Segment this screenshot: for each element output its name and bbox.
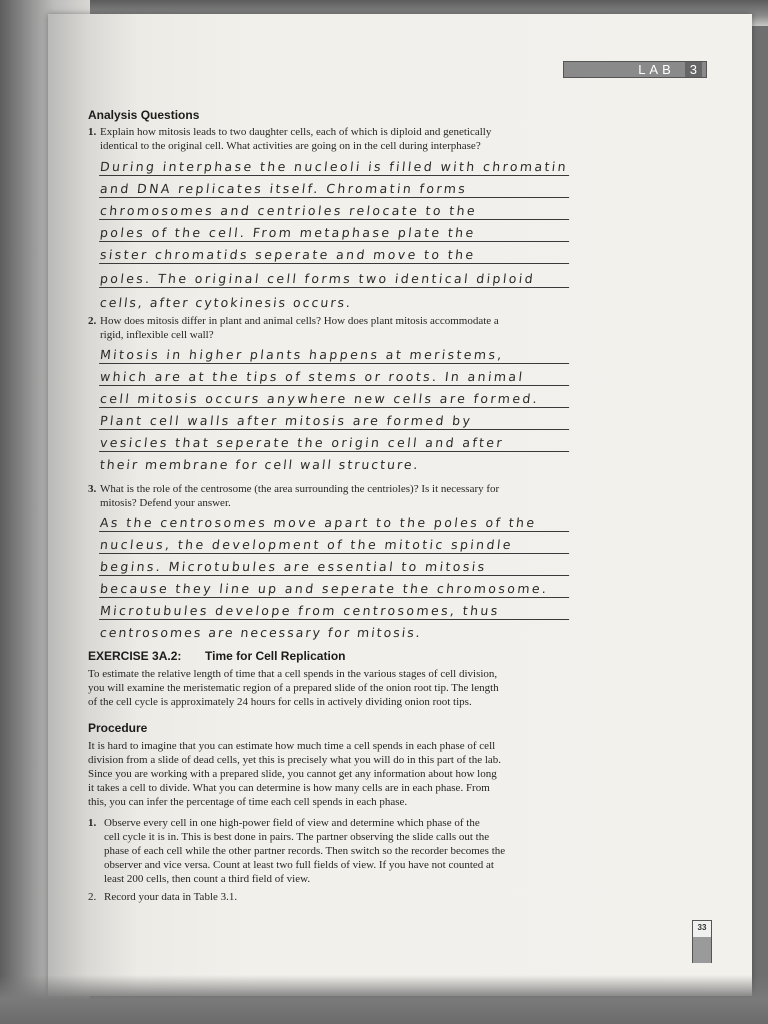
analysis-heading: Analysis Questions	[88, 108, 200, 122]
procedure-heading: Procedure	[88, 721, 148, 735]
step-1-line: observer and vice versa. Count at least two full fields of view. If you have not counted at	[104, 859, 494, 871]
q2-prompt-line-2: rigid, inflexible cell wall?	[100, 329, 214, 341]
scanner-bottom-edge	[0, 975, 768, 1024]
procedure-paragraph-line: it takes a cell to divide. What you can determine is how many cells are in each phase. From	[88, 782, 490, 794]
q1-answer-line[interactable]: cells, after cytokinesis occurs.	[99, 295, 353, 310]
lab-tag-label: LAB	[638, 62, 675, 77]
q2-answer-line[interactable]: Mitosis in higher plants happens at meristems,	[99, 346, 571, 364]
exercise-title: Time for Cell Replication	[205, 649, 346, 663]
exercise-intro-line: To estimate the relative length of time that a cell spends in the various stages of cell division,	[88, 668, 498, 680]
q2-answer-line[interactable]: Plant cell walls after mitosis are formed by	[99, 412, 571, 430]
q3-prompt-line-2: mitosis? Defend your answer.	[100, 497, 231, 509]
q2-answer-line[interactable]: their membrane for cell wall structure.	[99, 457, 421, 472]
procedure-paragraph-line: Since you are working with a prepared slide, you cannot get any information about how long	[88, 768, 497, 780]
q2-number: 2.	[88, 315, 97, 327]
q3-answer-line[interactable]: centrosomes are necessary for mitosis.	[99, 625, 423, 640]
q3-answer-line[interactable]: Microtubules develope from centrosomes, thus	[99, 602, 571, 620]
page-number-box	[692, 920, 712, 963]
q3-prompt-line-1: What is the role of the centrosome (the area surrounding the centrioles)? Is it necessary for	[100, 483, 500, 495]
q1-answer-line[interactable]: During interphase the nucleoli is filled with chromatin	[99, 158, 571, 176]
step-1-line: Observe every cell in one high-power field of view and determine which phase of the	[104, 817, 480, 829]
q3-answer-line[interactable]: As the centrosomes move apart to the poles of the	[99, 514, 571, 532]
procedure-paragraph-line: this, you can infer the percentage of time each cell spends in each phase.	[88, 796, 408, 808]
q1-answer-line[interactable]: poles. The original cell forms two identical diploid	[99, 270, 571, 288]
q2-answer-line[interactable]: cell mitosis occurs anywhere new cells are formed.	[99, 390, 571, 408]
step-2-line: Record your data in Table 3.1.	[104, 891, 238, 903]
exercise-intro-line: of the cell cycle is approximately 24 hours for cells in actively dividing onion root tips.	[88, 696, 472, 708]
lab-tag-number: 3	[685, 62, 702, 77]
lab-tag	[563, 61, 707, 78]
q1-answer-line[interactable]: poles of the cell. From metaphase plate the	[99, 224, 571, 242]
q2-answer-line[interactable]: which are at the tips of stems or roots. In animal	[99, 368, 571, 386]
q1-answer-line[interactable]: sister chromatids seperate and move to the	[99, 246, 571, 264]
step-1-line: phase of each cell while the other partner records. Then switch so the recorder becomes the	[104, 845, 506, 857]
q1-prompt-line-1: Explain how mitosis leads to two daughter cells, each of which is diploid and genetically	[100, 126, 492, 138]
step-1-line: least 200 cells, then count a third field of view.	[104, 873, 311, 885]
exercise-intro-line: you will examine the meristematic region of a prepared slide of the onion root tip. The length	[88, 682, 499, 694]
exercise-label: EXERCISE 3A.2:	[88, 649, 182, 663]
q1-prompt-line-2: identical to the original cell. What activities are going on in the cell during interphase?	[100, 140, 481, 152]
q3-number: 3.	[88, 483, 97, 495]
q1-number: 1.	[88, 126, 97, 138]
page-number: 33	[697, 923, 707, 932]
q3-answer-line[interactable]: nucleus, the development of the mitotic spindle	[99, 536, 571, 554]
step-1-line: cell cycle it is in. This is best done in pairs. The partner observing the slide calls out the	[104, 831, 490, 843]
procedure-paragraph-line: division from a slide of dead cells, yet this is precisely what you will do in this part of the lab.	[88, 754, 502, 766]
q2-answer-line[interactable]: vesicles that seperate the origin cell and after	[99, 434, 571, 452]
q3-answer-line[interactable]: begins. Microtubules are essential to mitosis	[99, 558, 571, 576]
q3-answer-line[interactable]: because they line up and seperate the chromosome.	[99, 580, 571, 598]
step-1-number: 1.	[88, 817, 97, 829]
q2-prompt-line-1: How does mitosis differ in plant and animal cells? How does plant mitosis accommodate a	[100, 315, 499, 327]
procedure-paragraph-line: It is hard to imagine that you can estimate how much time a cell spends in each phase of cell	[88, 740, 496, 752]
q1-answer-line[interactable]: and DNA replicates itself. Chromatin forms	[99, 180, 571, 198]
step-2-number: 2.	[88, 891, 97, 903]
q1-answer-line[interactable]: chromosomes and centrioles relocate to the	[99, 202, 571, 220]
